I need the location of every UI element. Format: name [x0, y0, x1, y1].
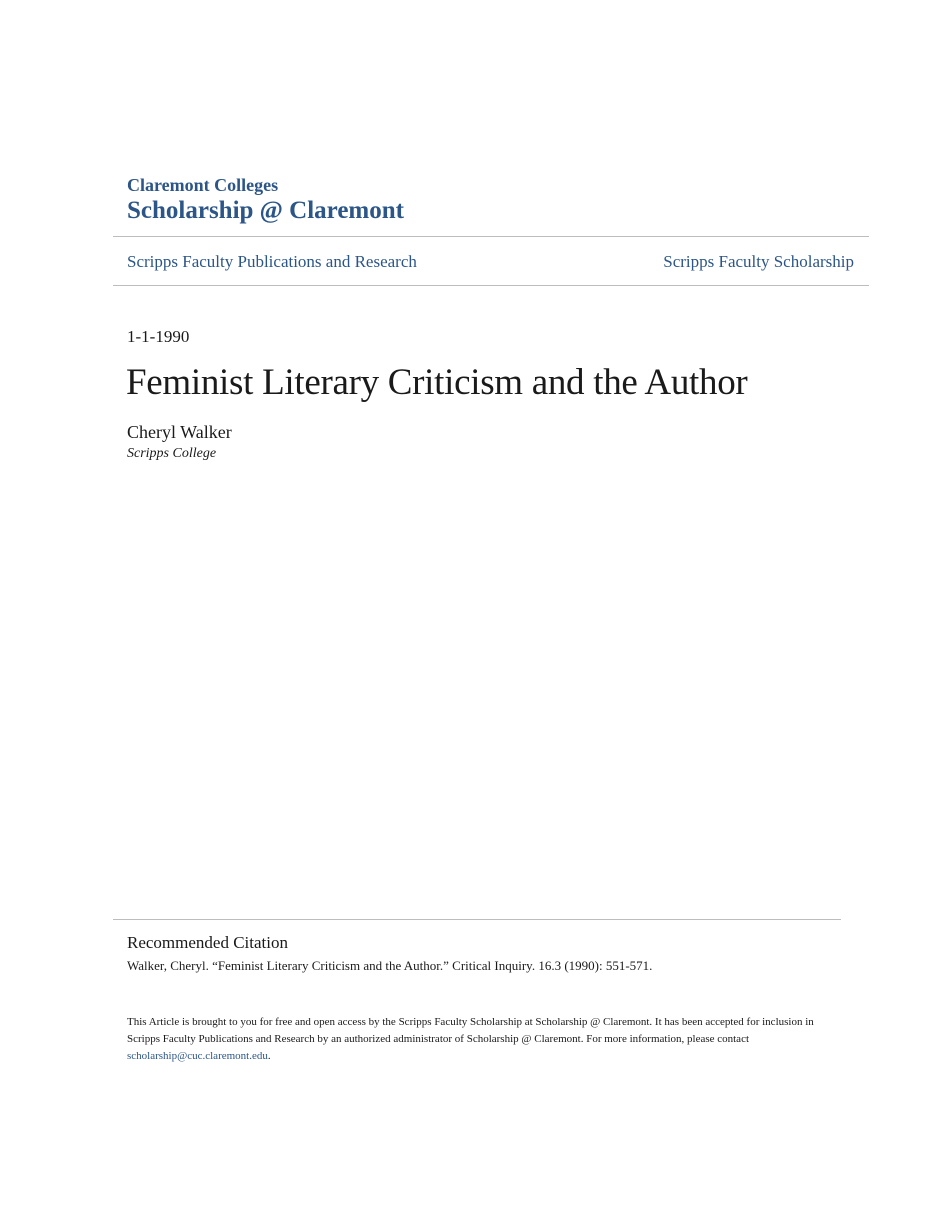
article-title: Feminist Literary Criticism and the Author — [126, 362, 748, 403]
access-notice-end: . — [267, 1050, 271, 1062]
site-logo-link[interactable] — [127, 174, 404, 226]
citation-divider — [113, 919, 841, 920]
header-divider-top — [113, 236, 869, 237]
access-notice-text: This Article is brought to you for free and open access by the Scripps Faculty Scholarship at Scholarship @ Claremont. It has been accepted for inclusion in Scripps Faculty Publications and Research by an authorized administrator of Scholarship @ Claremont. For more information, please contact — [127, 1016, 814, 1045]
author-name: Cheryl Walker — [127, 422, 232, 442]
brand-line-claremont-colleges: Claremont Colleges — [127, 175, 279, 195]
publication-date: 1-1-1990 — [127, 327, 190, 346]
header-divider-bottom — [113, 285, 869, 286]
access-notice — [127, 1014, 827, 1065]
citation-heading: Recommended Citation — [127, 933, 288, 952]
collection-link-faculty-scholarship[interactable]: Scripps Faculty Scholarship — [663, 252, 854, 271]
brand-line-scholarship: Scholarship @ Claremont — [127, 197, 404, 224]
contact-email-link[interactable]: scholarship@cuc.claremont.edu — [127, 1050, 268, 1062]
collection-link-publications[interactable]: Scripps Faculty Publications and Research — [127, 252, 417, 271]
author-affiliation: Scripps College — [127, 446, 217, 461]
citation-text: Walker, Cheryl. “Feminist Literary Criticism and the Author.” Critical Inquiry. 16.3 (1990): 551-571. — [127, 958, 653, 973]
